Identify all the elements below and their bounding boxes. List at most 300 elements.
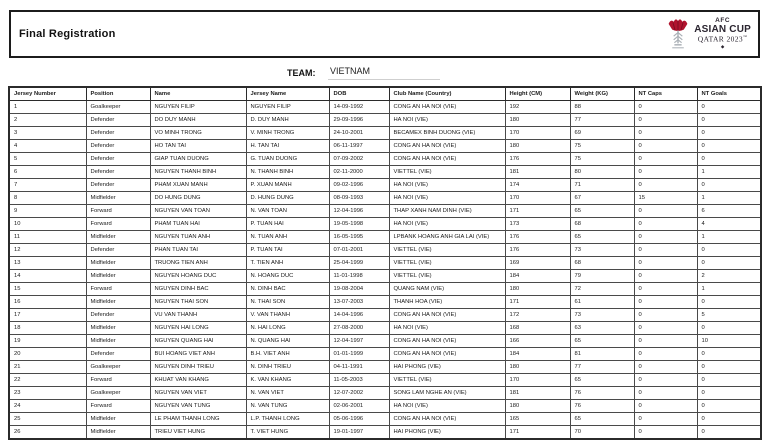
cell-position: Forward <box>86 218 150 231</box>
cell-nt-caps: 0 <box>634 296 697 309</box>
cell-name: DO DUY MANH <box>150 114 246 127</box>
cell-nt-caps: 0 <box>634 361 697 374</box>
cell-nt-caps: 0 <box>634 270 697 283</box>
table-row <box>9 166 761 179</box>
table-row <box>9 296 761 309</box>
cell-position: Midfielder <box>86 296 150 309</box>
cell-height-cm: 169 <box>505 257 570 270</box>
cell-jersey-number: 14 <box>9 270 86 283</box>
cell-name: NGUYEN HAI LONG <box>150 322 246 335</box>
cell-name: NGUYEN DINH BAC <box>150 283 246 296</box>
cell-jersey-number: 9 <box>9 205 86 218</box>
player-roster-table <box>8 86 762 440</box>
cell-nt-goals: 0 <box>697 114 761 127</box>
cell-position: Defender <box>86 179 150 192</box>
cell-nt-goals: 0 <box>697 322 761 335</box>
cell-dob: 05-06-1996 <box>329 413 389 426</box>
cell-jersey-name: L.P. THANH LONG <box>246 413 329 426</box>
logo-asian-cup-label: ASIAN CUP <box>694 23 751 35</box>
cell-position: Midfielder <box>86 413 150 426</box>
cell-nt-goals: 2 <box>697 270 761 283</box>
table-row <box>9 231 761 244</box>
cell-jersey-number: 22 <box>9 374 86 387</box>
cell-club-name-country: HA NOI (VIE) <box>389 322 505 335</box>
cell-name: PHAN TUAN TAI <box>150 244 246 257</box>
cell-position: Midfielder <box>86 426 150 440</box>
table-row <box>9 361 761 374</box>
cell-jersey-name: N. HOANG DUC <box>246 270 329 283</box>
table-row <box>9 335 761 348</box>
cell-nt-caps: 15 <box>634 192 697 205</box>
cell-dob: 25-04-1999 <box>329 257 389 270</box>
cell-dob: 12-07-2002 <box>329 387 389 400</box>
table-header-row <box>9 87 761 101</box>
cell-name: TRIEU VIET HUNG <box>150 426 246 440</box>
cell-jersey-number: 8 <box>9 192 86 205</box>
cell-position: Defender <box>86 244 150 257</box>
cell-nt-goals: 0 <box>697 413 761 426</box>
cell-name: LE PHAM THANH LONG <box>150 413 246 426</box>
cell-weight-kg: 61 <box>570 296 634 309</box>
cell-nt-caps: 0 <box>634 413 697 426</box>
cell-nt-goals: 0 <box>697 348 761 361</box>
column-header-nt-goals: NT Goals <box>697 87 761 101</box>
table-row <box>9 127 761 140</box>
cell-club-name-country: HA NOI (VIE) <box>389 114 505 127</box>
cell-name: NGUYEN VAN TUNG <box>150 400 246 413</box>
cell-weight-kg: 73 <box>570 244 634 257</box>
cell-jersey-name: N. VAN VIET <box>246 387 329 400</box>
cell-position: Goalkeeper <box>86 387 150 400</box>
logo-qatar-label: QATAR 2023™ <box>697 34 748 44</box>
cell-dob: 07-01-2001 <box>329 244 389 257</box>
cell-weight-kg: 81 <box>570 348 634 361</box>
table-row <box>9 218 761 231</box>
cell-jersey-name: N. THANH BINH <box>246 166 329 179</box>
column-header-jersey-name: Jersey Name <box>246 87 329 101</box>
column-header-jersey-number: Jersey Number <box>9 87 86 101</box>
cell-position: Midfielder <box>86 335 150 348</box>
cell-jersey-number: 15 <box>9 283 86 296</box>
cell-jersey-number: 16 <box>9 296 86 309</box>
cell-position: Defender <box>86 166 150 179</box>
cell-nt-caps: 0 <box>634 101 697 114</box>
cell-dob: 09-02-1996 <box>329 179 389 192</box>
cell-weight-kg: 76 <box>570 387 634 400</box>
cell-weight-kg: 65 <box>570 413 634 426</box>
cell-club-name-country: VIETTEL (VIE) <box>389 257 505 270</box>
cell-dob: 11-05-2003 <box>329 374 389 387</box>
cell-jersey-name: V. VAN THANH <box>246 309 329 322</box>
cell-club-name-country: HA NOI (VIE) <box>389 400 505 413</box>
cell-name: NGUYEN FILIP <box>150 101 246 114</box>
cell-dob: 14-04-1996 <box>329 309 389 322</box>
cell-name: PHAM TUAN HAI <box>150 218 246 231</box>
cell-weight-kg: 77 <box>570 114 634 127</box>
logo-afc-label: AFC <box>715 17 731 24</box>
cell-weight-kg: 88 <box>570 101 634 114</box>
cell-position: Defender <box>86 127 150 140</box>
cell-dob: 12-04-1996 <box>329 205 389 218</box>
cell-club-name-country: VIETTEL (VIE) <box>389 374 505 387</box>
cell-jersey-number: 13 <box>9 257 86 270</box>
cell-height-cm: 176 <box>505 153 570 166</box>
cell-jersey-name: H. TAN TAI <box>246 140 329 153</box>
cell-nt-caps: 0 <box>634 205 697 218</box>
cell-nt-goals: 0 <box>697 140 761 153</box>
cell-position: Defender <box>86 114 150 127</box>
table-row <box>9 374 761 387</box>
cell-height-cm: 184 <box>505 348 570 361</box>
cell-club-name-country: CONG AN HA NOI (VIE) <box>389 153 505 166</box>
cell-jersey-number: 20 <box>9 348 86 361</box>
cell-nt-goals: 0 <box>697 244 761 257</box>
cell-dob: 08-09-1993 <box>329 192 389 205</box>
cell-nt-caps: 0 <box>634 283 697 296</box>
cell-name: KHUAT VAN KHANG <box>150 374 246 387</box>
column-header-height-cm: Height (CM) <box>505 87 570 101</box>
cell-dob: 13-07-2003 <box>329 296 389 309</box>
cell-position: Defender <box>86 309 150 322</box>
cell-name: TRUONG TIEN ANH <box>150 257 246 270</box>
cell-nt-goals: 0 <box>697 400 761 413</box>
table-row <box>9 153 761 166</box>
cell-club-name-country: LPBANK HOANG ANH GIA LAI (VIE) <box>389 231 505 244</box>
cell-dob: 07-09-2002 <box>329 153 389 166</box>
cell-nt-goals: 0 <box>697 296 761 309</box>
cell-name: GIAP TUAN DUONG <box>150 153 246 166</box>
cell-name: NGUYEN THAI SON <box>150 296 246 309</box>
cell-position: Forward <box>86 400 150 413</box>
cell-club-name-country: CONG AN HA NOI (VIE) <box>389 140 505 153</box>
cell-height-cm: 166 <box>505 335 570 348</box>
cell-position: Midfielder <box>86 257 150 270</box>
cell-position: Goalkeeper <box>86 361 150 374</box>
cell-nt-goals: 0 <box>697 387 761 400</box>
cell-name: PHAM XUAN MANH <box>150 179 246 192</box>
cell-nt-caps: 0 <box>634 166 697 179</box>
cell-nt-goals: 0 <box>697 361 761 374</box>
cell-dob: 01-01-1999 <box>329 348 389 361</box>
cell-name: NGUYEN VAN TOAN <box>150 205 246 218</box>
cell-jersey-number: 2 <box>9 114 86 127</box>
cell-club-name-country: HA NOI (VIE) <box>389 218 505 231</box>
cell-height-cm: 176 <box>505 244 570 257</box>
cell-jersey-number: 1 <box>9 101 86 114</box>
cell-name: NGUYEN VAN VIET <box>150 387 246 400</box>
cell-name: HO TAN TAI <box>150 140 246 153</box>
cell-jersey-name: P. XUAN MANH <box>246 179 329 192</box>
table-row <box>9 400 761 413</box>
cell-name: NGUYEN HOANG DUC <box>150 270 246 283</box>
cell-club-name-country: SONG LAM NGHE AN (VIE) <box>389 387 505 400</box>
cell-weight-kg: 80 <box>570 166 634 179</box>
cell-weight-kg: 65 <box>570 335 634 348</box>
cell-nt-caps: 0 <box>634 179 697 192</box>
cell-name: NGUYEN THANH BINH <box>150 166 246 179</box>
cell-jersey-number: 10 <box>9 218 86 231</box>
cell-dob: 12-04-1997 <box>329 335 389 348</box>
cell-position: Defender <box>86 153 150 166</box>
cell-dob: 14-09-1992 <box>329 101 389 114</box>
cell-height-cm: 174 <box>505 179 570 192</box>
column-header-position: Position <box>86 87 150 101</box>
table-row <box>9 322 761 335</box>
cell-height-cm: 181 <box>505 387 570 400</box>
cell-club-name-country: CONG AN HA NOI (VIE) <box>389 309 505 322</box>
cell-position: Forward <box>86 283 150 296</box>
team-label: TEAM: <box>287 68 316 78</box>
cell-nt-goals: 0 <box>697 374 761 387</box>
table-row <box>9 270 761 283</box>
cell-position: Midfielder <box>86 322 150 335</box>
cell-jersey-number: 26 <box>9 426 86 440</box>
cell-jersey-name: D. HUNG DUNG <box>246 192 329 205</box>
cell-height-cm: 168 <box>505 322 570 335</box>
cell-jersey-number: 23 <box>9 387 86 400</box>
cell-height-cm: 170 <box>505 127 570 140</box>
cell-nt-caps: 0 <box>634 140 697 153</box>
cell-nt-caps: 0 <box>634 218 697 231</box>
cell-height-cm: 192 <box>505 101 570 114</box>
cell-jersey-number: 18 <box>9 322 86 335</box>
trophy-emblem-icon <box>665 14 691 54</box>
cell-nt-caps: 0 <box>634 426 697 440</box>
cell-jersey-name: NGUYEN FILIP <box>246 101 329 114</box>
cell-position: Forward <box>86 374 150 387</box>
table-row <box>9 192 761 205</box>
cell-nt-caps: 0 <box>634 114 697 127</box>
cell-club-name-country: HAI PHONG (VIE) <box>389 426 505 440</box>
cell-height-cm: 180 <box>505 361 570 374</box>
cell-weight-kg: 67 <box>570 192 634 205</box>
table-row <box>9 348 761 361</box>
cell-jersey-name: N. DINH TRIEU <box>246 361 329 374</box>
cell-height-cm: 170 <box>505 374 570 387</box>
logo-star-icon: ◆ <box>720 43 725 49</box>
cell-weight-kg: 75 <box>570 140 634 153</box>
cell-weight-kg: 65 <box>570 231 634 244</box>
cell-nt-goals: 1 <box>697 166 761 179</box>
cell-jersey-name: T. VIET HUNG <box>246 426 329 440</box>
cell-jersey-name: K. VAN KHANG <box>246 374 329 387</box>
cell-jersey-number: 17 <box>9 309 86 322</box>
cell-dob: 27-08-2000 <box>329 322 389 335</box>
cell-height-cm: 171 <box>505 296 570 309</box>
cell-name: VO MINH TRONG <box>150 127 246 140</box>
cell-position: Midfielder <box>86 270 150 283</box>
cell-jersey-number: 6 <box>9 166 86 179</box>
cell-jersey-name: N. VAN TUNG <box>246 400 329 413</box>
cell-nt-caps: 0 <box>634 127 697 140</box>
cell-weight-kg: 72 <box>570 283 634 296</box>
cell-club-name-country: HA NOI (VIE) <box>389 192 505 205</box>
cell-jersey-number: 21 <box>9 361 86 374</box>
cell-weight-kg: 63 <box>570 322 634 335</box>
cell-weight-kg: 79 <box>570 270 634 283</box>
cell-height-cm: 170 <box>505 192 570 205</box>
cell-nt-caps: 0 <box>634 374 697 387</box>
cell-height-cm: 176 <box>505 231 570 244</box>
header-box <box>9 10 760 58</box>
cell-dob: 24-10-2001 <box>329 127 389 140</box>
cell-nt-goals: 1 <box>697 283 761 296</box>
cell-jersey-name: N. THAI SON <box>246 296 329 309</box>
cell-nt-caps: 0 <box>634 400 697 413</box>
table-row <box>9 205 761 218</box>
cell-club-name-country: VIETTEL (VIE) <box>389 270 505 283</box>
cell-height-cm: 171 <box>505 426 570 440</box>
cell-nt-goals: 0 <box>697 127 761 140</box>
cell-dob: 19-05-1998 <box>329 218 389 231</box>
cell-height-cm: 171 <box>505 205 570 218</box>
cell-height-cm: 180 <box>505 140 570 153</box>
cell-nt-goals: 0 <box>697 257 761 270</box>
cell-weight-kg: 68 <box>570 257 634 270</box>
table-row <box>9 426 761 440</box>
cell-dob: 04-11-1991 <box>329 361 389 374</box>
cell-jersey-number: 3 <box>9 127 86 140</box>
cell-nt-caps: 0 <box>634 387 697 400</box>
cell-club-name-country: CONG AN HA NOI (VIE) <box>389 348 505 361</box>
afc-asian-cup-logo <box>665 13 753 55</box>
cell-nt-goals: 4 <box>697 218 761 231</box>
cell-nt-caps: 0 <box>634 322 697 335</box>
cell-jersey-number: 25 <box>9 413 86 426</box>
cell-position: Midfielder <box>86 231 150 244</box>
cell-nt-goals: 0 <box>697 101 761 114</box>
cell-dob: 29-09-1996 <box>329 114 389 127</box>
cell-club-name-country: THANH HOA (VIE) <box>389 296 505 309</box>
cell-dob: 06-11-1997 <box>329 140 389 153</box>
cell-jersey-name: N. TUAN ANH <box>246 231 329 244</box>
cell-name: NGUYEN DINH TRIEU <box>150 361 246 374</box>
cell-dob: 02-06-2001 <box>329 400 389 413</box>
cell-name: BUI HOANG VIET ANH <box>150 348 246 361</box>
cell-jersey-number: 12 <box>9 244 86 257</box>
cell-jersey-number: 4 <box>9 140 86 153</box>
cell-jersey-name: P. TUAN TAI <box>246 244 329 257</box>
cell-jersey-name: N. VAN TOAN <box>246 205 329 218</box>
cell-jersey-name: T. TIEN ANH <box>246 257 329 270</box>
cell-club-name-country: HA NOI (VIE) <box>389 179 505 192</box>
cell-name: DO HUNG DUNG <box>150 192 246 205</box>
cell-club-name-country: BECAMEX BINH DUONG (VIE) <box>389 127 505 140</box>
cell-nt-goals: 0 <box>697 426 761 440</box>
cell-height-cm: 180 <box>505 400 570 413</box>
team-name-field[interactable]: VIETNAM <box>328 66 440 80</box>
page-title: Final Registration <box>19 28 116 40</box>
trademark-symbol: ™ <box>743 34 748 40</box>
cell-nt-caps: 0 <box>634 231 697 244</box>
cell-nt-goals: 5 <box>697 309 761 322</box>
cell-position: Defender <box>86 348 150 361</box>
column-header-name: Name <box>150 87 246 101</box>
cell-weight-kg: 68 <box>570 218 634 231</box>
cell-height-cm: 184 <box>505 270 570 283</box>
cell-height-cm: 181 <box>505 166 570 179</box>
cell-name: VU VAN THANH <box>150 309 246 322</box>
column-header-nt-caps: NT Caps <box>634 87 697 101</box>
cell-weight-kg: 73 <box>570 309 634 322</box>
cell-jersey-number: 11 <box>9 231 86 244</box>
cell-height-cm: 165 <box>505 413 570 426</box>
table-row <box>9 140 761 153</box>
cell-club-name-country: CONG AN HA NOI (VIE) <box>389 335 505 348</box>
cell-dob: 19-08-2004 <box>329 283 389 296</box>
logo-wordmark <box>694 18 753 50</box>
cell-nt-goals: 0 <box>697 179 761 192</box>
table-row <box>9 101 761 114</box>
cell-jersey-number: 19 <box>9 335 86 348</box>
cell-jersey-name: P. TUAN HAI <box>246 218 329 231</box>
cell-weight-kg: 75 <box>570 153 634 166</box>
cell-jersey-number: 24 <box>9 400 86 413</box>
cell-nt-caps: 0 <box>634 153 697 166</box>
table-row <box>9 179 761 192</box>
cell-club-name-country: QUANG NAM (VIE) <box>389 283 505 296</box>
cell-club-name-country: VIETTEL (VIE) <box>389 244 505 257</box>
table-row <box>9 244 761 257</box>
table-row <box>9 283 761 296</box>
cell-jersey-name: V. MINH TRONG <box>246 127 329 140</box>
cell-nt-goals: 1 <box>697 231 761 244</box>
cell-position: Goalkeeper <box>86 101 150 114</box>
cell-nt-goals: 1 <box>697 192 761 205</box>
cell-height-cm: 173 <box>505 218 570 231</box>
column-header-dob: DOB <box>329 87 389 101</box>
cell-jersey-number: 7 <box>9 179 86 192</box>
cell-club-name-country: THAP XANH NAM DINH (VIE) <box>389 205 505 218</box>
table-row <box>9 387 761 400</box>
cell-weight-kg: 71 <box>570 179 634 192</box>
cell-jersey-number: 5 <box>9 153 86 166</box>
cell-dob: 11-01-1998 <box>329 270 389 283</box>
cell-club-name-country: CONG AN HA NOI (VIE) <box>389 101 505 114</box>
cell-weight-kg: 65 <box>570 205 634 218</box>
table-row <box>9 309 761 322</box>
cell-height-cm: 180 <box>505 283 570 296</box>
cell-position: Forward <box>86 205 150 218</box>
cell-jersey-name: D. DUY MANH <box>246 114 329 127</box>
cell-height-cm: 180 <box>505 114 570 127</box>
cell-weight-kg: 69 <box>570 127 634 140</box>
cell-nt-caps: 0 <box>634 348 697 361</box>
cell-weight-kg: 77 <box>570 361 634 374</box>
cell-nt-goals: 0 <box>697 153 761 166</box>
cell-club-name-country: CONG AN HA NOI (VIE) <box>389 413 505 426</box>
cell-position: Midfielder <box>86 192 150 205</box>
cell-weight-kg: 65 <box>570 374 634 387</box>
team-line <box>0 66 768 82</box>
cell-weight-kg: 70 <box>570 426 634 440</box>
column-header-weight-kg: Weight (KG) <box>570 87 634 101</box>
cell-nt-caps: 0 <box>634 244 697 257</box>
cell-club-name-country: VIETTEL (VIE) <box>389 166 505 179</box>
cell-position: Defender <box>86 140 150 153</box>
column-header-club-name-country: Club Name (Country) <box>389 87 505 101</box>
cell-jersey-name: N. HAI LONG <box>246 322 329 335</box>
cell-jersey-name: N. QUANG HAI <box>246 335 329 348</box>
table-row <box>9 114 761 127</box>
cell-dob: 16-05-1995 <box>329 231 389 244</box>
cell-nt-goals: 10 <box>697 335 761 348</box>
cell-club-name-country: HAI PHONG (VIE) <box>389 361 505 374</box>
cell-jersey-name: G. TUAN DUONG <box>246 153 329 166</box>
cell-name: NGUYEN QUANG HAI <box>150 335 246 348</box>
cell-dob: 19-01-1997 <box>329 426 389 440</box>
cell-nt-caps: 0 <box>634 309 697 322</box>
